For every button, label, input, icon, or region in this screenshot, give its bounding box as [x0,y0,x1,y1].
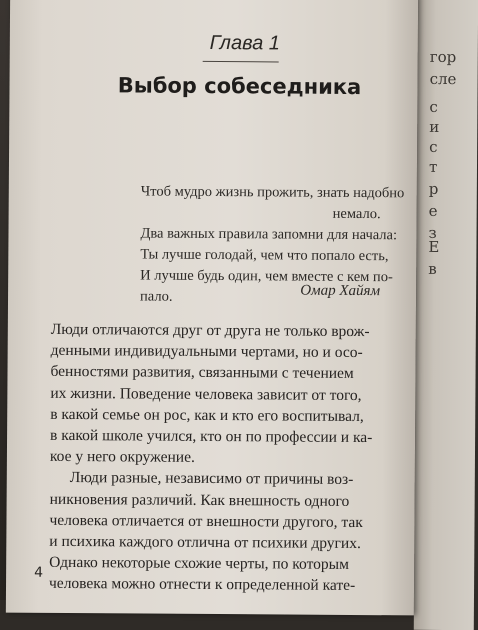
body-text [49,319,387,597]
right-page-fragment: е [428,201,438,220]
right-page-fragment: т [428,157,438,176]
right-page-fragment: с [429,97,438,116]
body-line: Однако некоторые схожие черты, по которым [49,554,349,574]
epigraph-line: немало. [332,205,381,223]
epigraph-author: Омар Хайям [300,282,381,300]
chapter-rule [203,61,279,63]
chapter-heading: Глава 1 [209,31,281,55]
right-page-fragment: в [428,259,437,278]
left-page [6,0,418,615]
body-line: никновения различий. Как внешность одного [49,490,350,510]
right-page-fragment: сле [429,69,457,89]
epigraph-line: Ты лучше голодай, чем что попало есть, [140,246,389,265]
body-line: человека отличается от внешности другого, так [49,511,363,531]
right-page [414,0,478,630]
body-line: Люди отличаются друг от друга не только врож- [50,320,370,341]
right-page-fragment: Е [428,237,440,256]
chapter-title: Выбор собеседника [117,73,362,100]
epigraph-line: Чтоб мудро жизнь прожить, знать надобно [140,183,405,202]
body-line: в какой школе учился, кто он по профессии и ка- [50,426,373,447]
body-line: в какой семье он рос, как и кто его воспитывал, [50,405,364,425]
right-page-fragment: р [428,179,439,198]
body-line: и психика каждого отлична от психики других. [49,532,361,553]
body-line: денными индивидуальными чертами, но и осо- [50,342,363,362]
page-number: 4 [34,564,44,581]
right-page-fragment: и [429,117,440,136]
epigraph-line: И лучше будь один, чем вместе с кем по- [140,267,393,286]
body-line: Люди разные, независимо от причины воз- [69,469,354,489]
epigraph-line: Два важных правила запомни для начала: [140,225,398,244]
body-line: человека можно отнести к определенной кате- [48,575,356,595]
body-line: их жизни. Поведение человека зависит от того, [50,384,362,404]
body-line: кое у него окружение. [49,448,195,467]
right-page-fragment: з [428,223,437,242]
right-page-fragment: с [429,137,438,156]
epigraph-line: пало. [139,288,173,305]
right-page-fragment: гор [429,47,457,67]
body-line: бенностями развития, связанными с течением [50,363,354,383]
